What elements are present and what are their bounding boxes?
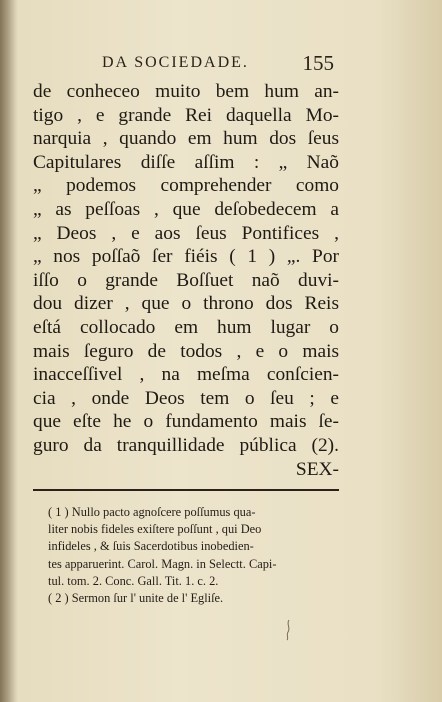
running-head: DA SOCIEDADE. xyxy=(102,54,249,71)
gutter-shadow xyxy=(0,0,18,702)
footnote-line: ( 1 ) Nullo pacto agnoſcere poſſumus qua- xyxy=(48,505,256,519)
body-line: „ as peſſoas , que deſobedecem a xyxy=(33,198,339,220)
body-line: guro da tranquillidade pública (2). xyxy=(33,434,339,456)
body-line: dou dizer , que o throno dos Reis xyxy=(33,293,339,315)
footnote-rule xyxy=(33,489,339,491)
body-line: „ nos poſſaõ ſer fiéis ( 1 ) „. Por xyxy=(33,246,339,268)
footnote-line: infideles , & ſuis Sacerdotibus inobedien- xyxy=(48,539,254,554)
body-line: eſtá collocado em hum lugar o xyxy=(33,316,339,338)
body-line: „ podemos comprehender como xyxy=(33,175,339,197)
footnote-line: ( 2 ) Sermon ſur l' unite de l' Egliſe. xyxy=(48,590,224,605)
footnote-line: tes apparuerint. Carol. Magn. in Selectt. Capi- xyxy=(48,556,277,571)
footnote-line: tul. tom. 2. Conc. Gall. Tit. 1. c. 2. xyxy=(48,573,219,588)
body-line: tigo , e grande Rei daquella Mo- xyxy=(33,104,339,126)
page-number: 155 xyxy=(302,51,334,75)
body-line: narquia , quando em hum dos ſeus xyxy=(33,128,339,150)
body-line: inacceſſivel , na meſma conſcien- xyxy=(33,364,339,386)
body-text xyxy=(33,80,339,481)
footnote-line: liter nobis fideles exiſtere poſſunt , qui Deo xyxy=(48,522,262,537)
catchword: SEX- xyxy=(295,458,339,480)
ink-mark xyxy=(283,618,293,642)
body-line: que eſte he o fundamento mais ſe- xyxy=(33,411,339,433)
body-line: iſſo o grande Boſſuet naõ duvi- xyxy=(33,269,339,291)
body-line: cia , onde Deos tem o ſeu ; e xyxy=(33,387,339,409)
body-line: Capitulares diſſe aſſim : „ Naõ xyxy=(33,151,339,173)
body-line: „ Deos , e aos ſeus Pontifices , xyxy=(33,222,339,244)
body-line: mais ſeguro de todos , e o mais xyxy=(33,340,339,362)
footnotes xyxy=(48,504,341,607)
body-line: de conheceo muito bem hum an- xyxy=(33,81,339,102)
